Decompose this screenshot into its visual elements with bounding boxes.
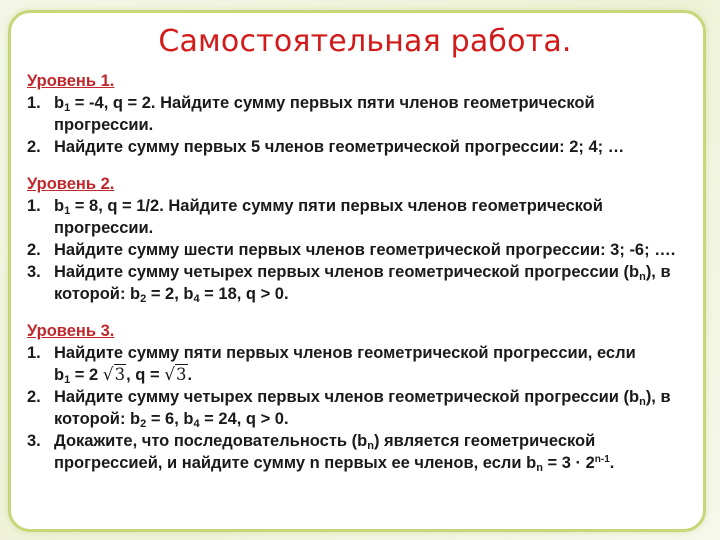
radicand: 3	[114, 365, 126, 384]
task-text	[54, 263, 671, 303]
task-text	[54, 432, 614, 472]
text-run: ), в которой: b	[54, 263, 671, 303]
text-run: = 3 · 2	[542, 454, 595, 472]
subscript: 2	[140, 293, 147, 305]
task-number: 2.	[27, 241, 41, 259]
task-text	[54, 197, 603, 237]
text-run: .	[609, 454, 615, 472]
level-heading: Уровень 2.	[27, 175, 115, 193]
text-run: Найдите сумму четырех первых членов геометрической прогрессии (b	[54, 263, 640, 281]
task-number: 2.	[27, 138, 41, 156]
text-run: Найдите сумму пяти первых членов геометрической прогрессии, если	[54, 344, 636, 362]
text-run: ) является геометрической прогрессией, и найдите сумму n первых ее членов, если b	[54, 432, 596, 472]
text-run: = 2, b	[146, 285, 194, 303]
text-run: = 18, q > 0.	[199, 285, 289, 303]
subscript: 1	[64, 102, 71, 114]
task-number: 1.	[27, 197, 41, 215]
level-section	[27, 320, 697, 474]
page-title: Самостоятельная работа.	[158, 24, 572, 59]
square-root	[103, 364, 126, 386]
task-list	[27, 70, 697, 474]
square-root	[164, 364, 187, 386]
task-text	[54, 388, 671, 428]
task-text	[54, 344, 636, 384]
subscript: 4	[193, 418, 200, 430]
level-heading: Уровень 1.	[27, 72, 115, 90]
text-run: , q =	[126, 366, 165, 384]
superscript: n-1	[594, 454, 610, 465]
subscript: 2	[140, 418, 147, 430]
text-run: b	[54, 94, 65, 112]
task-item	[27, 261, 697, 305]
task-item	[27, 136, 697, 158]
task-number: 3.	[27, 432, 41, 450]
task-item	[27, 92, 697, 136]
text-run: ), в которой: b	[54, 388, 671, 428]
radical-sign-icon: √	[102, 365, 114, 385]
task-item	[27, 430, 697, 474]
text-run: = 2	[70, 366, 103, 384]
level-section	[27, 173, 697, 305]
task-number: 3.	[27, 263, 41, 281]
task-number: 2.	[27, 388, 41, 406]
task-text	[54, 94, 595, 134]
level-heading: Уровень 3.	[27, 322, 115, 340]
subscript: n	[367, 440, 374, 452]
subscript: n	[639, 396, 646, 408]
text-run: Найдите сумму первых 5 членов геометрической прогрессии: 2; 4; …	[54, 138, 625, 156]
text-run: b	[54, 197, 65, 215]
subscript: n	[536, 462, 543, 474]
subscript: 1	[64, 205, 71, 217]
text-run: = 24, q > 0.	[199, 410, 289, 428]
radicand: 3	[176, 365, 187, 384]
text-run: Найдите сумму шести первых членов геометрической прогрессии: 3; -6; ….	[54, 241, 676, 259]
task-item	[27, 342, 697, 386]
task-number: 1.	[27, 344, 41, 362]
task-item	[27, 195, 697, 239]
text-run: = 8, q = 1/2. Найдите сумму пяти первых членов геометрической прогрессии.	[54, 197, 603, 237]
text-run: = -4, q = 2. Найдите сумму первых пяти членов геометрической прогрессии.	[54, 94, 595, 134]
level-section	[27, 70, 697, 158]
task-text	[54, 241, 675, 259]
task-item	[27, 239, 697, 261]
text-run: .	[187, 366, 193, 384]
text-run: = 6, b	[146, 410, 194, 428]
subscript: 1	[64, 374, 71, 386]
task-text	[54, 138, 624, 156]
text-run: Докажите, что последовательность (b	[54, 432, 368, 450]
radical-sign-icon: √	[164, 365, 176, 385]
subscript: n	[639, 271, 646, 283]
task-item	[27, 386, 697, 430]
text-run: b	[54, 366, 65, 384]
subscript: 4	[193, 293, 200, 305]
text-run: Найдите сумму четырех первых членов геометрической прогрессии (b	[54, 388, 640, 406]
task-number: 1.	[27, 94, 41, 112]
